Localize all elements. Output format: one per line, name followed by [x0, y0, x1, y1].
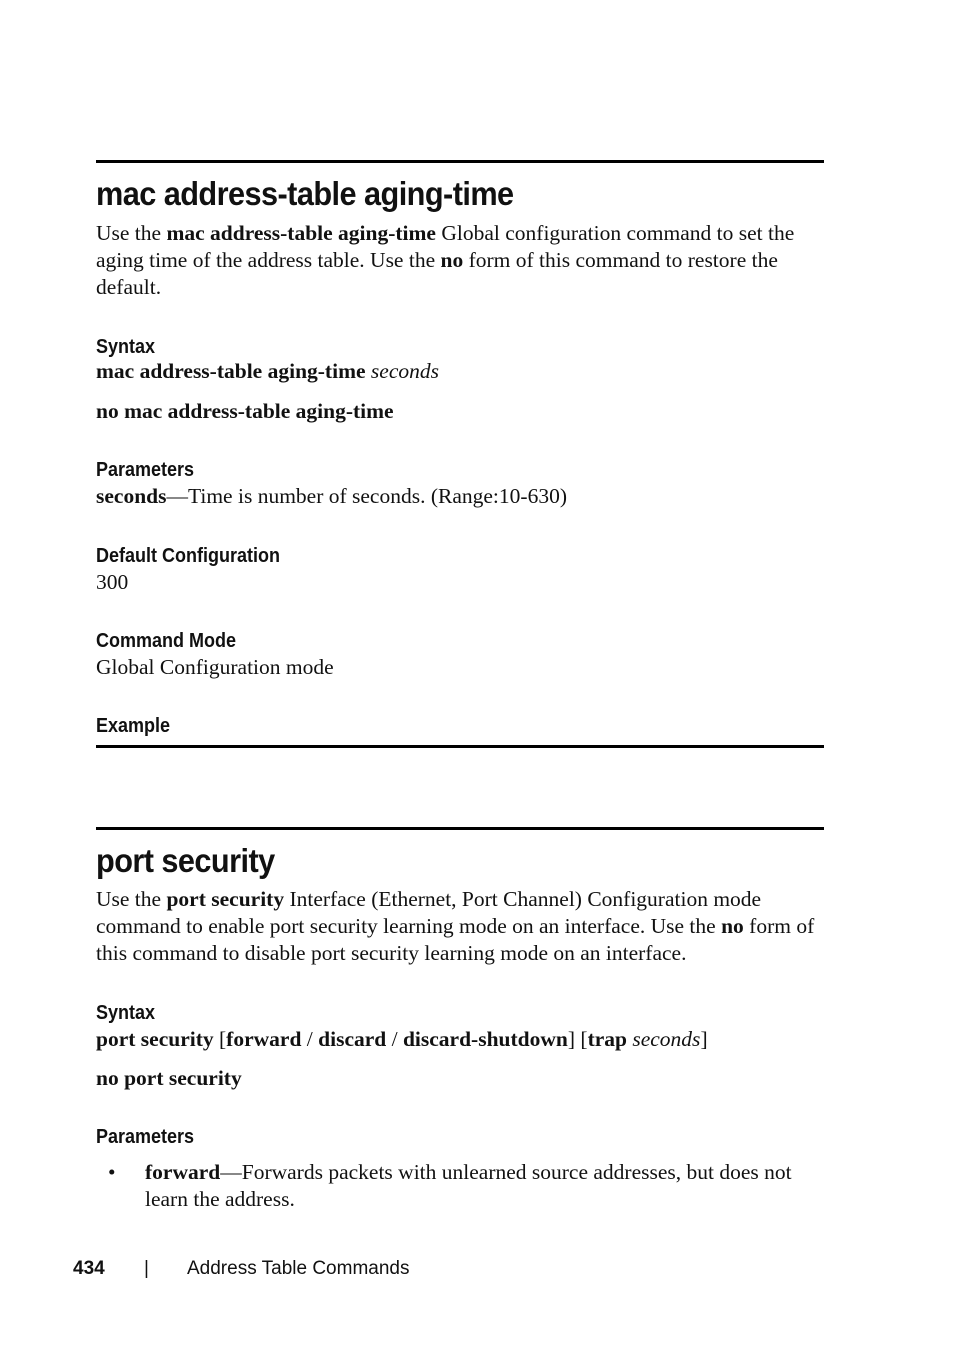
syntax-line: port security [forward / discard / discard-shutdown] [trap seconds]	[96, 1027, 708, 1051]
default-value: 300	[96, 570, 129, 594]
syntax-line: mac address-table aging-time seconds	[96, 359, 439, 383]
section-intro: Use the mac address-table aging-time Global configuration command to set the aging time of the address table. Use the no form of this command to restore the default.	[96, 221, 795, 299]
default-configuration-heading: Default Configuration	[96, 545, 280, 567]
footer-separator: |	[144, 1258, 149, 1279]
command-mode-value: Global Configuration mode	[96, 655, 334, 679]
bullet-icon: •	[108, 1160, 116, 1184]
section-top-rule	[96, 160, 824, 163]
parameters-heading: Parameters	[96, 1126, 195, 1148]
parameters-heading: Parameters	[96, 459, 195, 481]
parameter-entry: seconds—Time is number of seconds. (Range:10-630)	[96, 484, 567, 508]
chapter-title: Address Table Commands	[187, 1258, 410, 1279]
command-mode-heading: Command Mode	[96, 630, 237, 652]
parameter-entry: forward—Forwards packets with unlearned source addresses, but does not learn the address.	[145, 1160, 792, 1211]
section-title: port security	[96, 842, 275, 879]
section-top-rule	[96, 827, 824, 830]
syntax-heading: Syntax	[96, 1002, 156, 1024]
syntax-heading: Syntax	[96, 336, 156, 358]
syntax-no-line: no mac address-table aging-time	[96, 399, 394, 423]
example-rule	[96, 745, 824, 748]
section-intro: Use the port security Interface (Ethernet, Port Channel) Configuration mode command to enable port security learning mode on an interface. Use the no form of this command to disable port security learning mode on an interface.	[96, 887, 815, 965]
page-number: 434	[73, 1258, 105, 1279]
section-title: mac address-table aging-time	[96, 175, 514, 212]
example-heading: Example	[96, 715, 171, 737]
syntax-no-line: no port security	[96, 1066, 242, 1090]
